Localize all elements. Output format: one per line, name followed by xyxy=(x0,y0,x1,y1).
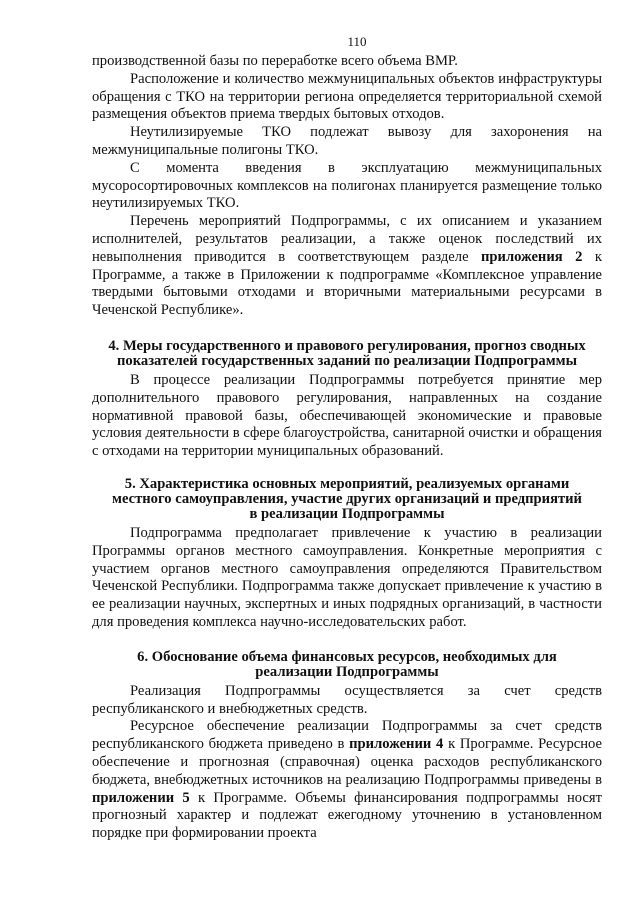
text-run: Перечень мероприятий Подпрограммы, с их описанием и указанием исполнителей, результатов реализации, а также оценок последствий их невыполнения приводится в соответствующем разделе xyxy=(92,213,602,265)
section-heading xyxy=(92,477,602,522)
paragraph: Расположение и количество межмуниципальных объектов инфраструктуры обращения с ТКО на территории региона определяется территориальной схемой размещения объектов приема твердых бытовых отходов. xyxy=(92,70,602,123)
appendix-reference: приложения 2 xyxy=(481,248,583,265)
paragraph xyxy=(92,213,602,320)
text-run: к Программе, а также в Приложении к подпрограмме «Комплексное управление твердыми бытовыми отходами и вторичными материальными ресурсами в Чеченской Республике». xyxy=(92,248,602,319)
heading-line: 4. Меры государственного и правового регулирования, прогноз сводных xyxy=(108,337,586,354)
heading-line: реализации Подпрограммы xyxy=(255,663,439,680)
text-run: к Программе. Ресурсное обеспечение и прогнозная (справочная) оценка расходов республиканского бюджета, внебюджетных источников на реализацию Подпрограммы приведены в xyxy=(92,736,602,788)
heading-line: 6. Обоснование объема финансовых ресурсов, необходимых для xyxy=(137,648,557,665)
page-number: 110 xyxy=(347,34,367,49)
appendix-reference: приложении 4 xyxy=(349,736,444,753)
document-page xyxy=(92,34,602,843)
paragraph: Реализация Подпрограммы осуществляется за счет средств республиканского и внебюджетных средств. xyxy=(92,682,602,717)
paragraph: Неутилизируемые ТКО подлежат вывозу для захоронения на межмуниципальные полигоны ТКО. xyxy=(92,124,602,158)
paragraph: В процессе реализации Подпрограммы потребуется принятие мер дополнительного правового регулирования, направленных на создание нормативной правовой базы, обеспечивающей экономические и правовые условия деятельности в сфере благоустройства, санитарной очистки и обращения с отходами на территории муниципальных образований. xyxy=(92,371,602,460)
heading-line: местного самоуправления, участие других организаций и предприятий xyxy=(112,490,582,507)
text-run: Ресурсное обеспечение реализации Подпрограммы за счет средств республиканского бюджета приведено в xyxy=(92,718,602,753)
heading-line: 5. Характеристика основных мероприятий, реализуемых органами xyxy=(124,475,570,492)
continuation-text: производственной базы по переработке всего объема ВМР. xyxy=(92,53,458,69)
appendix-reference: приложении 5 xyxy=(92,789,190,806)
paragraph: С моментa введения в эксплуатацию межмуниципальных мусоросортировочных комплексов на полигонах планируется размещение только неутилизируемых ТКО. xyxy=(92,159,602,212)
text-run: к Программе. Объемы финансирования подпрограммы носят прогнозный характер и подлежат ежегодному уточнению в установленном порядке при формировании проекта xyxy=(92,789,602,842)
paragraph: Подпрограмма предполагает привлечение к участию в реализации Программы органов местного самоуправления. Конкретные мероприятия с участием органов местного самоуправления определяются Правительством Чеченской Республики. Подпрограмма также допускает привлечение к участию в ее реализации научных, экспертных и иных подрядных организаций, в частности для проведения комплекса научно-исследовательских работ. xyxy=(92,524,602,630)
heading-line: показателей государственных заданий по реализации Подпрограммы xyxy=(117,352,577,369)
paragraph xyxy=(92,718,602,843)
heading-line: в реализации Подпрограммы xyxy=(249,505,445,522)
section-heading xyxy=(92,339,602,369)
section-heading xyxy=(92,650,602,680)
